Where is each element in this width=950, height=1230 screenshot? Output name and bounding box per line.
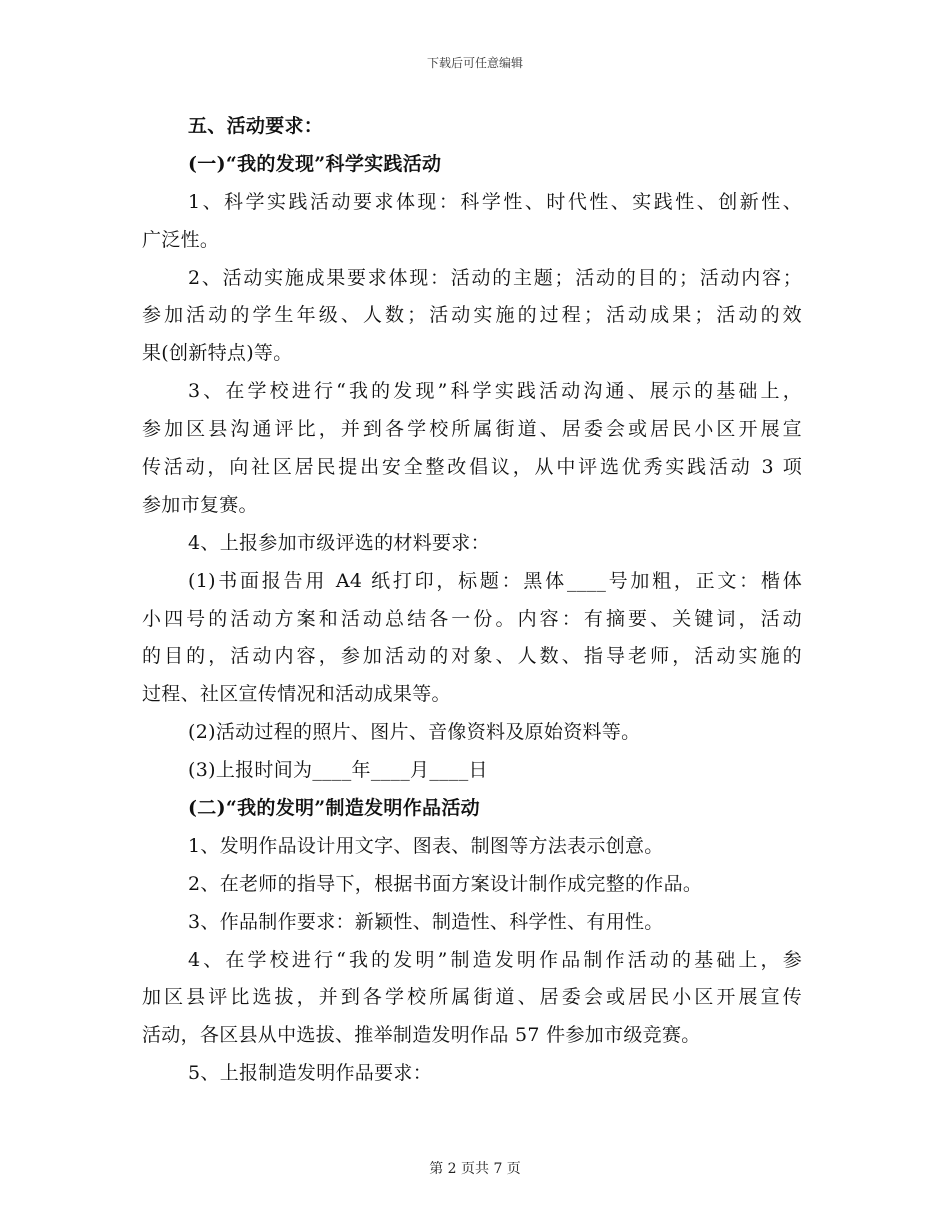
page-header: 下载后可任意编辑 xyxy=(426,56,523,70)
paragraph-line: 果(创新特点)等。 xyxy=(142,342,293,365)
paragraph-line: 小四号的活动方案和活动总结各一份。内容：有摘要、关键词，活动 xyxy=(142,607,802,630)
paragraph-line: 参加市复赛。 xyxy=(142,493,258,516)
paragraph-line: 参加活动的学生年级、人数；活动实施的过程；活动成果；活动的效 xyxy=(142,304,802,327)
paragraph-line: 活动，各区县从中选拔、推举制造发明作品 57 件参加市级竞赛。 xyxy=(142,1024,701,1047)
paragraph-line: 4、在学校进行“我的发明”制造发明作品制作活动的基础上，参 xyxy=(188,948,802,971)
paragraph-line: 广泛性。 xyxy=(142,228,220,251)
paragraph-line: 加区县评比选拔，并到各学校所属街道、居委会或居民小区开展宣传 xyxy=(142,986,802,1009)
paragraph-line: 的目的，活动内容，参加活动的对象、人数、指导老师，活动实施的 xyxy=(142,645,802,668)
paragraph-line: 过程、社区宣传情况和活动成果等。 xyxy=(142,683,451,706)
paragraph-line: (3)上报时间为____年____月____日 xyxy=(188,759,488,782)
paragraph-line: 1、发明作品设计用文字、图表、制图等方法表示创意。 xyxy=(188,834,664,857)
paragraph-line: 2、活动实施成果要求体现：活动的主题；活动的目的；活动内容； xyxy=(188,266,802,289)
paragraph-line: 2、在老师的指导下，根据书面方案设计制作成完整的作品。 xyxy=(188,872,703,895)
section-heading: (一)“我的发现”科学实践活动 xyxy=(188,152,442,175)
paragraph-line: 1、科学实践活动要求体现：科学性、时代性、实践性、创新性、 xyxy=(188,190,802,213)
section-heading: 五、活动要求： xyxy=(188,115,324,137)
paragraph-line: 3、在学校进行“我的发现”科学实践活动沟通、展示的基础上， xyxy=(188,380,802,403)
paragraph-line: (1)书面报告用 A4 纸打印，标题：黑体____号加粗，正文：楷体 xyxy=(188,569,802,592)
paragraph-line: 参加区县沟通评比，并到各学校所属街道、居委会或居民小区开展宣 xyxy=(142,418,802,441)
paragraph-line: 3、作品制作要求：新颖性、制造性、科学性、有用性。 xyxy=(188,910,664,933)
paragraph-line: 4、上报参加市级评选的材料要求： xyxy=(188,531,490,554)
section-heading: (二)“我的发明”制造发明作品活动 xyxy=(188,797,480,820)
paragraph-line: 传活动，向社区居民提出安全整改倡议，从中评选优秀实践活动 3 项 xyxy=(142,456,802,479)
document-body xyxy=(142,108,802,1093)
paragraph-line: 5、上报制造发明作品要求： xyxy=(188,1062,432,1085)
page-footer: 第 2 页共 7 页 xyxy=(429,1161,521,1177)
paragraph-line: (2)活动过程的照片、图片、音像资料及原始资料等。 xyxy=(188,721,641,744)
